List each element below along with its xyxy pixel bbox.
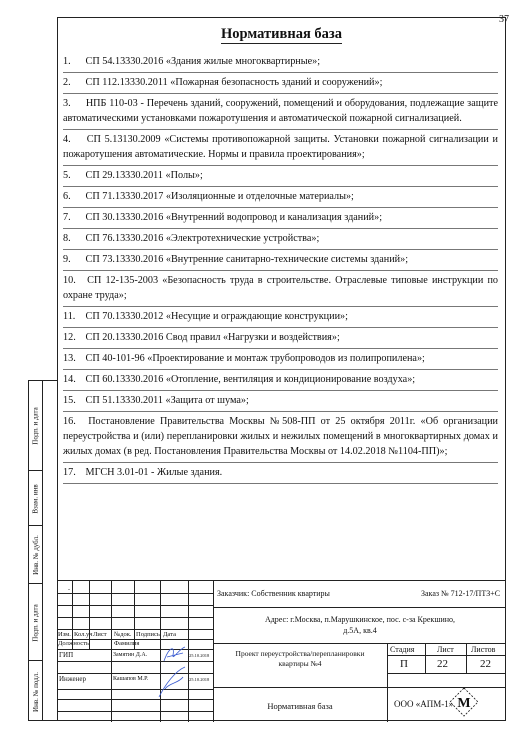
row2-date: 25.10.2018 bbox=[189, 677, 210, 682]
page-number: 37 bbox=[499, 14, 509, 25]
row2-name: Кашапов М.Р. bbox=[113, 676, 149, 682]
project-name: Проект переустройства/перепланировки квартиры №4 bbox=[235, 649, 365, 668]
norm-item bbox=[63, 250, 498, 271]
norm-item-text: СП 54.13330.2016 «Здания жилые многоквартирные»; bbox=[85, 56, 321, 67]
norm-item-text: СП 76.13330.2016 «Электротехнические устройства»; bbox=[85, 233, 320, 244]
stage-value: П bbox=[400, 658, 408, 670]
margin-label-podp-data: Подп. и дата bbox=[31, 407, 40, 445]
norm-item-number: 12. bbox=[63, 332, 76, 343]
margin-label-inv-podl: Инв. № подл. bbox=[31, 671, 40, 712]
row1-role: ГИП bbox=[59, 651, 74, 659]
norm-item-number: 10. bbox=[63, 275, 76, 286]
norm-item-number: 16. bbox=[63, 416, 76, 427]
col-podpis: Подпись bbox=[136, 631, 160, 638]
norm-item bbox=[63, 391, 498, 412]
norm-item bbox=[63, 307, 498, 328]
norm-item bbox=[63, 208, 498, 229]
norm-item-text: МГСН 3.01-01 - Жилые здания. bbox=[85, 467, 223, 478]
norm-item-text: СП 51.13330.2011 «Защита от шума»; bbox=[85, 395, 249, 406]
norm-item-number: 15. bbox=[63, 395, 76, 406]
norm-item-number: 7. bbox=[63, 212, 71, 223]
norm-item bbox=[63, 370, 498, 391]
svg-text:M: M bbox=[457, 696, 471, 711]
sheets-label: Листов bbox=[471, 645, 496, 654]
name-header: Фамилия bbox=[114, 640, 140, 647]
norm-item bbox=[63, 187, 498, 208]
norm-item bbox=[63, 229, 498, 250]
signature-2 bbox=[155, 665, 191, 699]
row1-date: 25.10.2018 bbox=[189, 653, 210, 658]
row2-role: Инженер bbox=[59, 675, 87, 683]
norm-item bbox=[63, 73, 498, 94]
norm-item-text: СП 40-101-96 «Проектирование и монтаж трубопроводов из полипропилена»; bbox=[85, 353, 425, 364]
company-logo-icon bbox=[449, 687, 479, 717]
norm-item-text: СП 12-135-2003 «Безопасность труда в строительстве. Отраслевые типовые инструкции по охране труда»; bbox=[63, 275, 498, 301]
norm-item-number: 4. bbox=[63, 134, 71, 145]
norms-list bbox=[63, 52, 498, 484]
norm-item-number: 8. bbox=[63, 233, 71, 244]
norm-item-number: 6. bbox=[63, 191, 71, 202]
norm-item-number: 9. bbox=[63, 254, 71, 265]
norm-item-text: СП 70.13330.2012 «Несущие и ограждающие конструкции»; bbox=[85, 311, 348, 322]
norm-item-number: 13. bbox=[63, 353, 76, 364]
sheets-value: 22 bbox=[480, 658, 491, 670]
norm-item-text: СП 112.13330.2011 «Пожарная безопасность зданий и сооружений»; bbox=[85, 77, 383, 88]
sheet-label: Лист bbox=[437, 645, 454, 654]
col-kol: Кол.уч bbox=[74, 631, 93, 638]
norm-item-number: 11. bbox=[63, 311, 76, 322]
norm-item bbox=[63, 94, 498, 130]
margin-strip bbox=[28, 380, 57, 721]
norm-item-text: СП 30.13330.2016 «Внутренний водопровод и канализация зданий»; bbox=[85, 212, 383, 223]
title-block bbox=[57, 580, 506, 721]
role-header: Должность bbox=[58, 640, 89, 647]
norm-item bbox=[63, 349, 498, 370]
norm-item-number: 1. bbox=[63, 56, 71, 67]
company-name: ООО «АПМ-1» bbox=[394, 699, 454, 709]
norm-item bbox=[63, 271, 498, 307]
norm-item-text: СП 73.13330.2016 «Внутренние санитарно-технические системы зданий»; bbox=[85, 254, 409, 265]
col-data: Дата bbox=[163, 631, 176, 638]
norm-item-number: 2. bbox=[63, 77, 71, 88]
norm-item-number: 17. bbox=[63, 467, 76, 478]
margin-label-inv-dubl: Инв. № дубл. bbox=[31, 535, 40, 575]
norm-item-number: 5. bbox=[63, 170, 71, 181]
norm-item-text: СП 60.13330.2016 «Отопление, вентиляция и кондиционирование воздуха»; bbox=[85, 374, 416, 385]
stage-label: Стадия bbox=[390, 645, 415, 654]
norm-item bbox=[63, 52, 498, 73]
signature-1 bbox=[161, 643, 189, 665]
norm-item bbox=[63, 412, 498, 463]
norm-item-text: Постановление Правительства Москвы №508-ПП от 25 октября 2011г. «Об организации переустройства и (или) перепланировки жилых и нежилых помещений в многоквартирных домах и жилых домах (в ред. Постановления Правительства Москвы от 14.02.2018 №1104-ПП)»; bbox=[63, 416, 499, 457]
customer-text: Заказчик: Собственник квартиры bbox=[217, 589, 330, 598]
page-title: Нормативная база bbox=[221, 26, 342, 42]
norm-item bbox=[63, 130, 498, 166]
norm-item-text: СП 5.13130.2009 «Системы противопожарной защиты. Установки пожарной сигнализации и пожаротушения автоматические. Нормы и правила проектирования»; bbox=[63, 134, 498, 160]
norm-item-text: СП 29.13330.2011 «Полы»; bbox=[85, 170, 203, 181]
norm-item-text: СП 20.13330.2016 Свод правил «Нагрузки и воздействия»; bbox=[85, 332, 340, 343]
margin-label-podp-data-2: Подп. и дата bbox=[31, 603, 40, 642]
norm-item bbox=[63, 166, 498, 187]
col-izm: Изм. bbox=[58, 631, 71, 638]
dot-mark: . bbox=[68, 583, 70, 592]
norm-item bbox=[63, 463, 498, 484]
norm-item-text: НПБ 110-03 - Перечень зданий, сооружений, помещений и оборудования, подлежащие защите автоматическими установками пожаротушения и автоматической пожарной сигнализацией. bbox=[63, 98, 499, 124]
sheet-name: Нормативная база bbox=[267, 701, 333, 711]
col-ndok: №док. bbox=[114, 631, 132, 638]
address-block: Адрес: г.Москва, п.Марушкинское, пос. с-за Крекшино, д.5А, кв.4 bbox=[264, 615, 456, 635]
row1-name: Замятин Д.А. bbox=[113, 652, 148, 658]
norm-item bbox=[63, 328, 498, 349]
norm-item-number: 3. bbox=[63, 98, 71, 109]
order-number: Заказ № 712-17/ПТЗ+С bbox=[421, 589, 501, 598]
margin-label-vzam-inv: Взам. инв bbox=[31, 483, 40, 514]
norm-item-number: 14. bbox=[63, 374, 76, 385]
norm-item-text: СП 71.13330.2017 «Изоляционные и отделочные материалы»; bbox=[85, 191, 354, 202]
col-list: Лист bbox=[93, 631, 107, 638]
sheet-value: 22 bbox=[437, 658, 448, 670]
